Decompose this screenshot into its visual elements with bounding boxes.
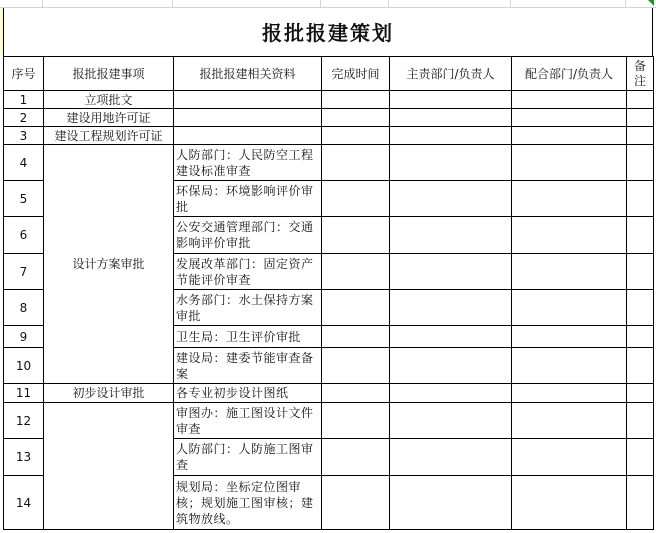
cell-materials[interactable]: 水务部门：水土保持方案审批 <box>174 290 322 326</box>
cell-support-dept[interactable] <box>512 109 627 127</box>
cell-lead-dept[interactable] <box>390 290 512 326</box>
cell-index[interactable]: 1 <box>4 91 44 109</box>
cell-remarks[interactable] <box>627 348 654 384</box>
title-cell[interactable] <box>3 8 653 56</box>
cell-lead-dept[interactable] <box>390 91 512 109</box>
cell-lead-dept[interactable] <box>390 384 512 403</box>
header-support-dept[interactable]: 配合部门/负责人 <box>512 57 627 91</box>
cell-remarks[interactable] <box>627 109 654 127</box>
cell-finish-time[interactable] <box>322 91 390 109</box>
cell-finish-time[interactable] <box>322 109 390 127</box>
cell-lead-dept[interactable] <box>390 403 512 439</box>
cell-index[interactable]: 6 <box>4 217 44 254</box>
cell-lead-dept[interactable] <box>390 109 512 127</box>
cell-lead-dept[interactable] <box>390 348 512 384</box>
cell-finish-time[interactable] <box>322 439 390 476</box>
cell-item[interactable]: 建设用地许可证 <box>44 109 174 127</box>
cell-index[interactable]: 3 <box>4 127 44 145</box>
cell-support-dept[interactable] <box>512 403 627 439</box>
header-finish-time[interactable]: 完成时间 <box>322 57 390 91</box>
cell-finish-time[interactable] <box>322 181 390 217</box>
cell-finish-time[interactable] <box>322 217 390 254</box>
cell-support-dept[interactable] <box>512 348 627 384</box>
header-item[interactable]: 报批报建事项 <box>44 57 174 91</box>
cell-remarks[interactable] <box>627 217 654 254</box>
cell-finish-time[interactable] <box>322 127 390 145</box>
cell-materials[interactable]: 环保局：环境影响评价审批 <box>174 181 322 217</box>
cell-lead-dept[interactable] <box>390 326 512 348</box>
cell-support-dept[interactable] <box>512 254 627 290</box>
cell-support-dept[interactable] <box>512 384 627 403</box>
gridlines-top <box>0 0 656 8</box>
cell-index[interactable]: 11 <box>4 384 44 403</box>
cell-finish-time[interactable] <box>322 254 390 290</box>
cell-index[interactable]: 2 <box>4 109 44 127</box>
table-row <box>4 109 654 127</box>
cell-item-merged[interactable] <box>44 403 174 530</box>
cell-remarks[interactable] <box>627 403 654 439</box>
cell-materials[interactable]: 人防部门：人民防空工程建设标准审查 <box>174 145 322 181</box>
cell-lead-dept[interactable] <box>390 439 512 476</box>
cell-finish-time[interactable] <box>322 290 390 326</box>
cell-finish-time[interactable] <box>322 326 390 348</box>
cell-support-dept[interactable] <box>512 181 627 217</box>
cell-lead-dept[interactable] <box>390 217 512 254</box>
cell-materials[interactable] <box>174 109 322 127</box>
cell-support-dept[interactable] <box>512 439 627 476</box>
cell-materials[interactable]: 公安交通管理部门：交通影响评价审批 <box>174 217 322 254</box>
cell-remarks[interactable] <box>627 476 654 530</box>
cell-materials[interactable]: 规划局：坐标定位图审核；规划施工图审核；建筑物放线。 <box>174 476 322 530</box>
cell-materials[interactable]: 卫生局：卫生评价审批 <box>174 326 322 348</box>
cell-remarks[interactable] <box>627 439 654 476</box>
cell-remarks[interactable] <box>627 181 654 217</box>
cell-finish-time[interactable] <box>322 384 390 403</box>
comment-indicator-icon <box>648 0 654 6</box>
cell-finish-time[interactable] <box>322 403 390 439</box>
cell-lead-dept[interactable] <box>390 181 512 217</box>
cell-index[interactable]: 14 <box>4 476 44 530</box>
cell-index[interactable]: 8 <box>4 290 44 326</box>
cell-remarks[interactable] <box>627 290 654 326</box>
table-row <box>4 91 654 109</box>
cell-support-dept[interactable] <box>512 217 627 254</box>
cell-finish-time[interactable] <box>322 476 390 530</box>
page-title: 报批报建策划 <box>262 21 394 45</box>
cell-support-dept[interactable] <box>512 91 627 109</box>
cell-index[interactable]: 7 <box>4 254 44 290</box>
table-row <box>4 145 654 181</box>
cell-materials[interactable] <box>174 91 322 109</box>
cell-finish-time[interactable] <box>322 348 390 384</box>
cell-support-dept[interactable] <box>512 145 627 181</box>
table-row <box>4 127 654 145</box>
cell-lead-dept[interactable] <box>390 127 512 145</box>
cell-item[interactable]: 立项批文 <box>44 91 174 109</box>
table-row <box>4 403 654 439</box>
cell-index[interactable]: 4 <box>4 145 44 181</box>
table-row <box>4 384 654 403</box>
cell-index[interactable]: 12 <box>4 403 44 439</box>
cell-materials[interactable]: 建设局：建委节能审查备案 <box>174 348 322 384</box>
cell-support-dept[interactable] <box>512 290 627 326</box>
cell-materials[interactable]: 发展改革部门：固定资产节能评价审查 <box>174 254 322 290</box>
cell-materials[interactable]: 审图办：施工图设计文件审查 <box>174 403 322 439</box>
cell-materials[interactable] <box>174 127 322 145</box>
cell-index[interactable]: 9 <box>4 326 44 348</box>
cell-finish-time[interactable] <box>322 145 390 181</box>
cell-remarks[interactable] <box>627 254 654 290</box>
cell-remarks[interactable] <box>627 91 654 109</box>
cell-materials[interactable]: 人防部门：人防施工图审查 <box>174 439 322 476</box>
cell-support-dept[interactable] <box>512 127 627 145</box>
cell-remarks[interactable] <box>627 384 654 403</box>
cell-lead-dept[interactable] <box>390 254 512 290</box>
cell-index[interactable]: 5 <box>4 181 44 217</box>
cell-remarks[interactable] <box>627 326 654 348</box>
plan-table <box>3 56 654 530</box>
cell-support-dept[interactable] <box>512 326 627 348</box>
cell-index[interactable]: 10 <box>4 348 44 384</box>
cell-index[interactable]: 13 <box>4 439 44 476</box>
cell-materials[interactable]: 各专业初步设计图纸 <box>174 384 322 403</box>
cell-remarks[interactable] <box>627 127 654 145</box>
cell-item[interactable]: 建设工程规划许可证 <box>44 127 174 145</box>
header-row <box>4 57 654 91</box>
header-index[interactable]: 序号 <box>4 57 44 91</box>
cell-lead-dept[interactable] <box>390 145 512 181</box>
cell-item-merged[interactable]: 设计方案审批 <box>44 145 174 384</box>
cell-lead-dept[interactable] <box>390 476 512 530</box>
cell-item[interactable]: 初步设计审批 <box>44 384 174 403</box>
header-materials[interactable]: 报批报建相关资料 <box>174 57 322 91</box>
header-remarks[interactable]: 备注 <box>627 57 654 91</box>
cell-remarks[interactable] <box>627 145 654 181</box>
header-lead-dept[interactable]: 主责部门/负责人 <box>390 57 512 91</box>
cell-support-dept[interactable] <box>512 476 627 530</box>
